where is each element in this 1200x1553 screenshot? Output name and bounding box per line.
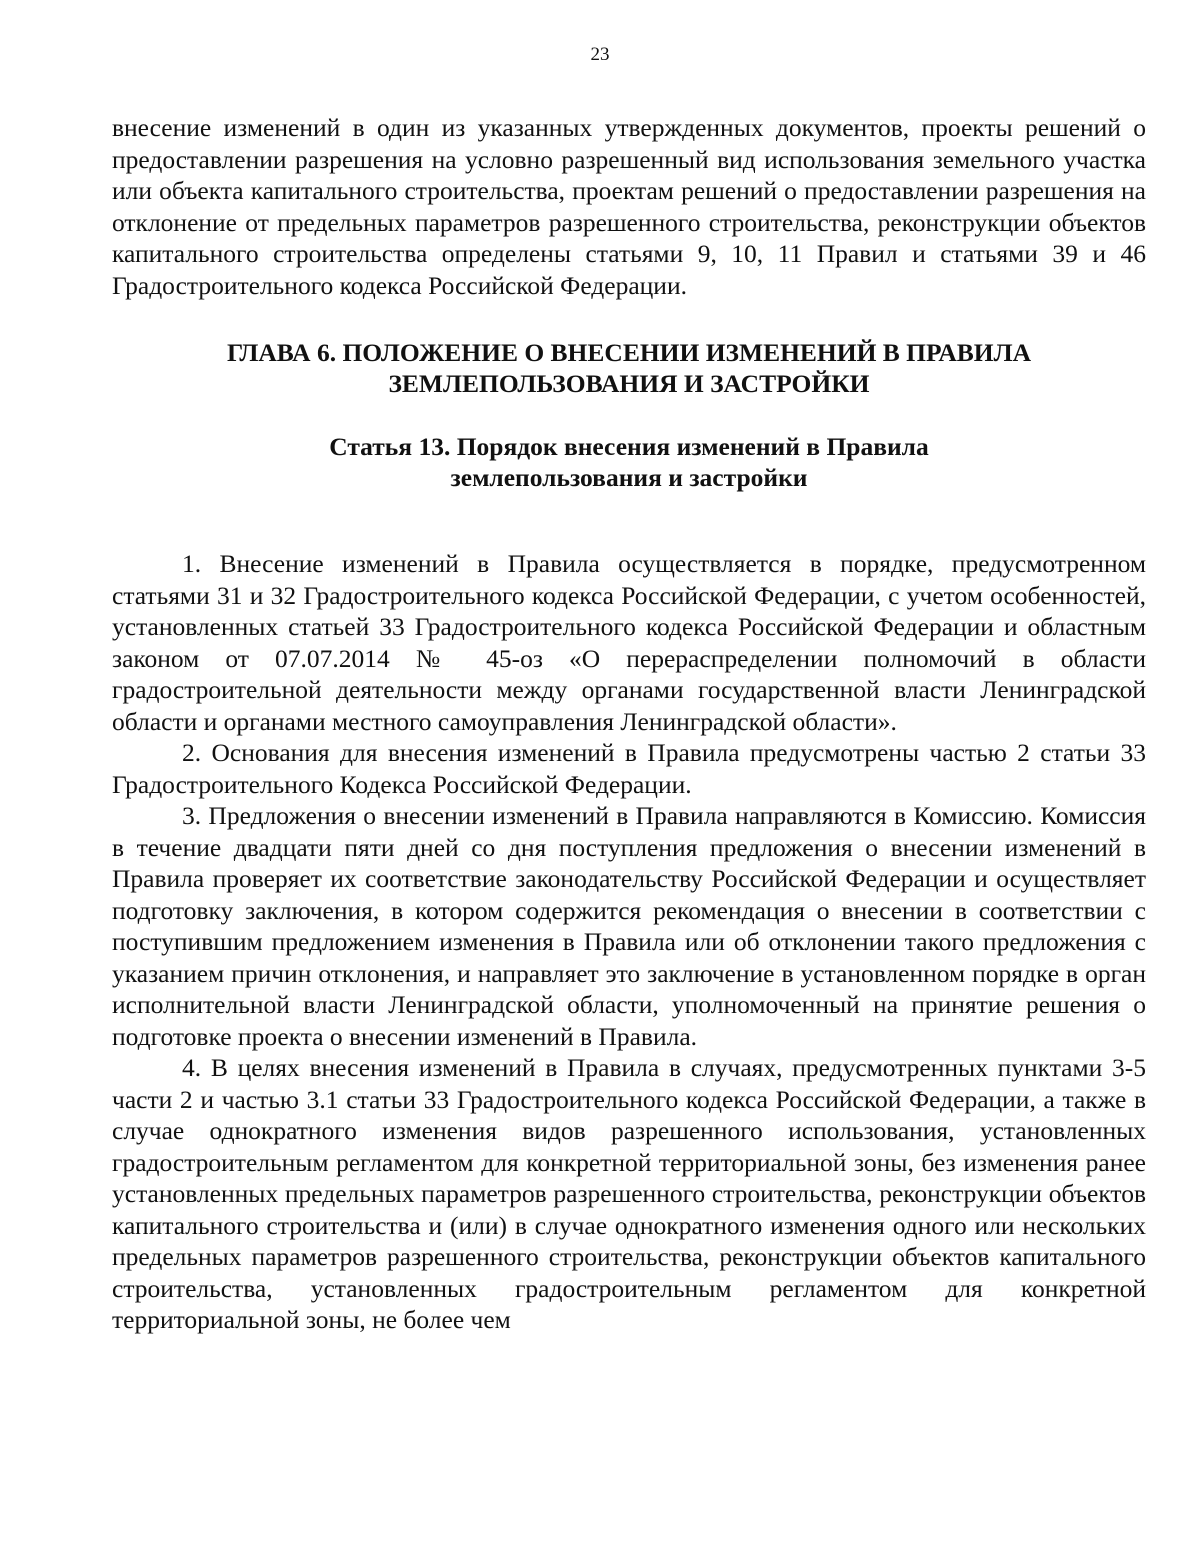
paragraph-2: 2. Основания для внесения изменений в Правила предусмотрены частью 2 статьи 33 Градостроительного Кодекса Российской Федерации. <box>112 738 1146 799</box>
article-heading-line-2: землепользования и застройки <box>450 463 808 492</box>
article-heading <box>112 431 1146 493</box>
chapter-heading-line-2: ЗЕМЛЕПОЛЬЗОВАНИЯ И ЗАСТРОЙКИ <box>388 369 870 398</box>
chapter-heading <box>112 337 1146 399</box>
chapter-heading-line-1: ГЛАВА 6. ПОЛОЖЕНИЕ О ВНЕСЕНИИ ИЗМЕНЕНИЙ В ПРАВИЛА <box>226 338 1032 367</box>
paragraph-4: 4. В целях внесения изменений в Правила в случаях, предусмотренных пунктами 3-5 части 2 и частью 3.1 статьи 33 Градостроительного кодекса Российской Федерации, а также в случае однократного изменения видов разрешенного использования, установленных градостроительным регламентом для конкретной территориальной зоны, без изменения ранее установленных предельных параметров разрешенного строительства, реконструкции объектов капитального строительства и (или) в случае однократного изменения одного или нескольких предельных параметров разрешенного строительства, реконструкции объектов капитального строительства, установленных градостроительным регламентом для конкретной территориальной зоны, не более чем <box>112 1053 1146 1334</box>
article-heading-line-1: Статья 13. Порядок внесения изменений в Правила <box>329 432 929 461</box>
paragraph-3: 3. Предложения о внесении изменений в Правила направляются в Комиссию. Комиссия в течение двадцати пяти дней со дня поступления предложения о внесении изменений в Правила проверяет их соответствие законодательству Российской Федерации и осуществляет подготовку заключения, в котором содержится рекомендация о внесении в соответствии с поступившим предложением изменения в Правила или об отклонении такого предложения с указанием причин отклонения, и направляет это заключение в установленном порядке в орган исполнительной власти Ленинградской области, уполномоченный на принятие решения о подготовке проекта о внесении изменений в Правила. <box>112 801 1146 1051</box>
intro-paragraph: внесение изменений в один из указанных утвержденных документов, проекты решений о предоставлении разрешения на условно разрешенный вид использования земельного участка или объекта капитального строительства, проектам решений о предоставлении разрешения на отклонение от предельных параметров разрешенного строительства, реконструкции объектов капитального строительства определены статьями 9, 10, 11 Правил и статьями 39 и 46 Градостроительного кодекса Российской Федерации. <box>112 113 1146 300</box>
document-body <box>112 112 1146 1336</box>
page-number: 23 <box>590 44 610 65</box>
paragraph-1: 1. Внесение изменений в Правила осуществляется в порядке, предусмотренном статьями 31 и 32 Градостроительного кодекса Российской Федерации, с учетом особенностей, установленных статьей 33 Градостроительного кодекса Российской Федерации и областным законом от 07.07.2014 № 45-оз «О перераспределении полномочий в области градостроительной деятельности между органами государственной власти Ленинградской области и органами местного самоуправления Ленинградской области». <box>112 549 1146 736</box>
spacer <box>112 493 1146 548</box>
